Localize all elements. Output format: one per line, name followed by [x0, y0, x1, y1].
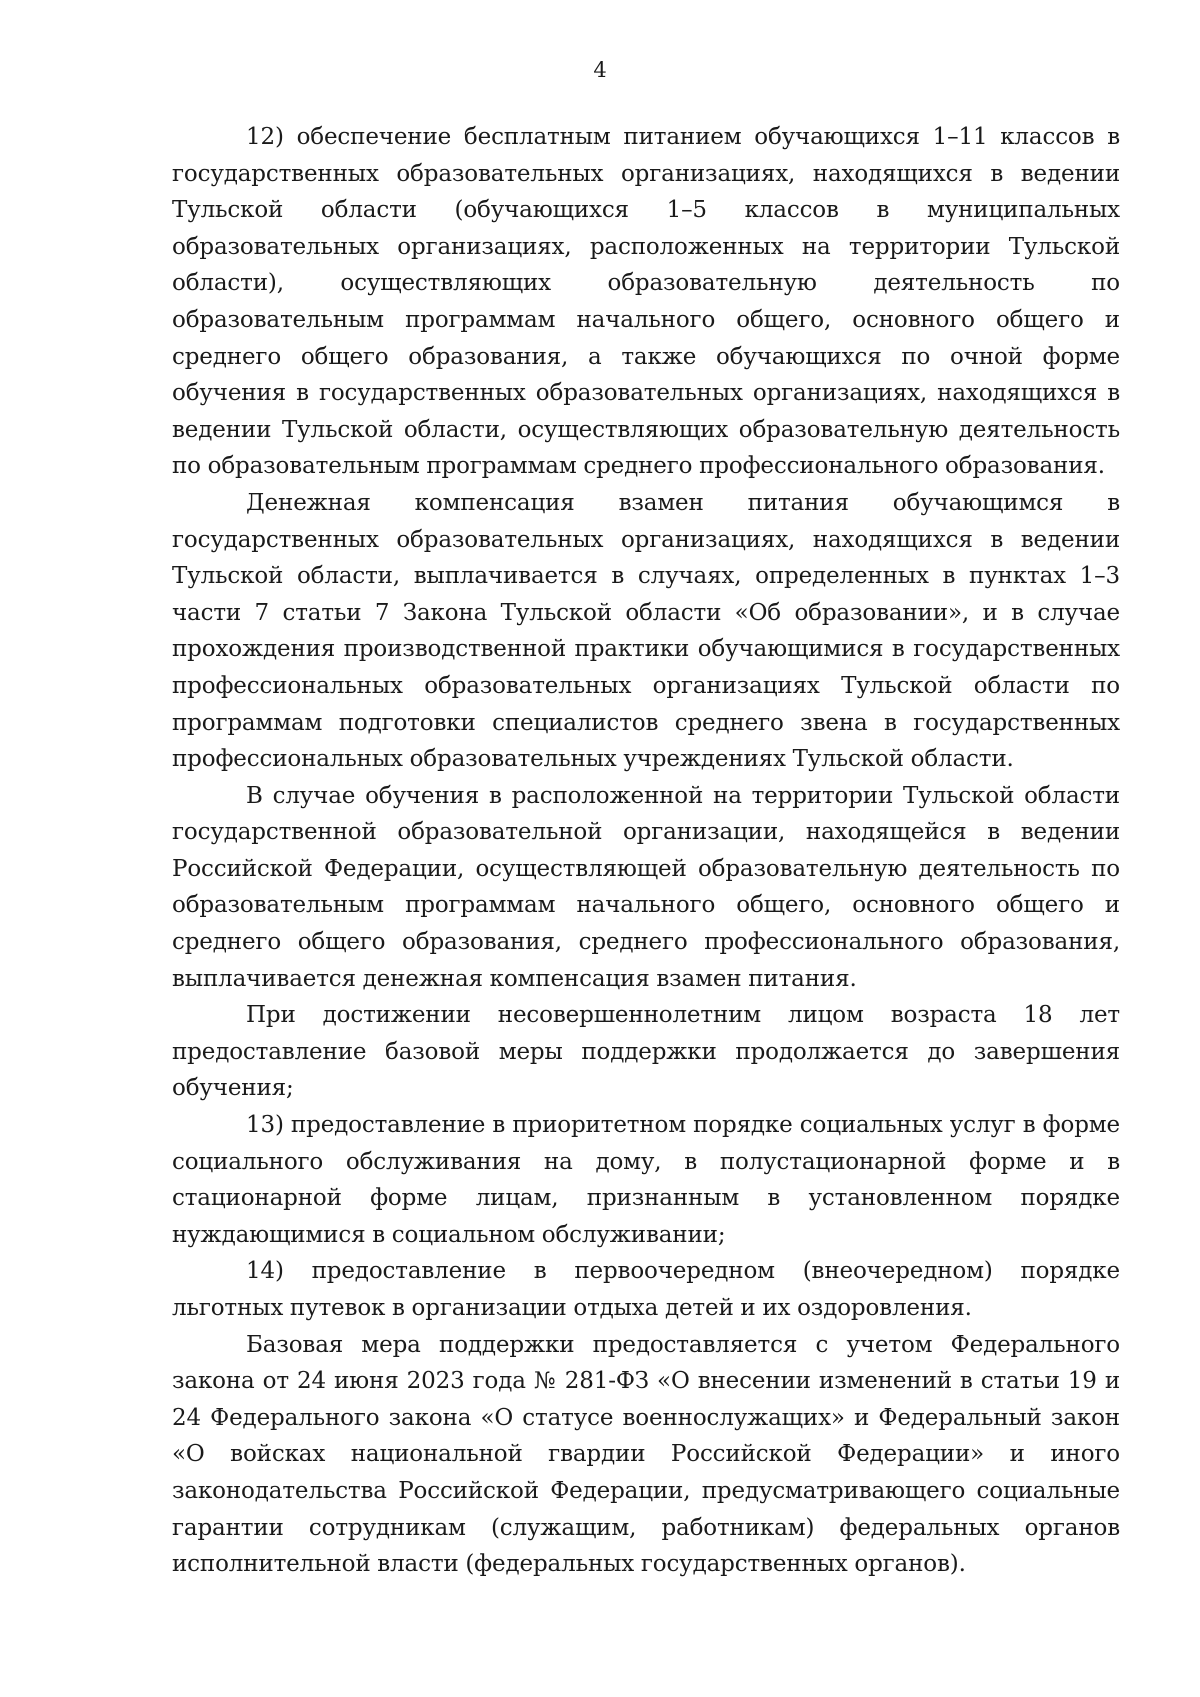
paragraph-food-compensation: Денежная компенсация взамен питания обучающимся в государственных образовательных организациях, находящихся в ведении Тульской области, выплачивается в случаях, определенных в пунктах 1–3 части 7 статьи 7 Закона Тульской области «Об образовании», и в случае прохождения производственной практики обучающимися в государственных профессиональных образовательных организациях Тульской области по программам подготовки специалистов среднего звена в государственных профессиональных образовательных учреждениях Тульской области.: [172, 489, 1120, 773]
page-number: 4: [593, 58, 607, 82]
paragraph-item-14: 14) предоставление в первоочередном (внеочередном) порядке льготных путевок в организации отдыха детей и их оздоровления.: [172, 1258, 1120, 1321]
document-body: [172, 119, 1120, 1583]
paragraph-age-18: При достижении несовершеннолетним лицом возраста 18 лет предоставление базовой меры поддержки продолжается до завершения обучения;: [172, 1002, 1120, 1102]
paragraph-item-12: 12) обеспечение бесплатным питанием обучающихся 1–11 классов в государственных образовательных организациях, находящихся в ведении Тульской области (обучающихся 1–5 классов в муниципальных образовательных организациях, расположенных на территории Тульской области), осуществляющих образовательную деятельность по образовательным программам начального общего, основного общего и среднего общего образования, а также обучающихся по очной форме обучения в государственных образовательных организациях, находящихся в ведении Тульской области, осуществляющих образовательную деятельность по образовательным программам среднего профессионального образования.: [172, 124, 1120, 480]
paragraph-federal-law: Базовая мера поддержки предоставляется с учетом Федерального закона от 24 июня 2023 года № 281-ФЗ «О внесении изменений в статьи 19 и 24 Федерального закона «О статусе военнослужащих» и Федеральный закон «О войсках национальной гвардии Российской Федерации» и иного законодательства Российской Федерации, предусматривающего социальные гарантии сотрудникам (служащим, работникам) федеральных органов исполнительной власти (федеральных государственных органов).: [172, 1331, 1120, 1578]
paragraph-item-13: 13) предоставление в приоритетном порядке социальных услуг в форме социального обслуживания на дому, в полустационарной форме и в стационарной форме лицам, признанным в установленном порядке нуждающимися в социальном обслуживании;: [172, 1112, 1120, 1248]
paragraph-federal-organization: В случае обучения в расположенной на территории Тульской области государственной образовательной организации, находящейся в ведении Российской Федерации, осуществляющей образовательную деятельность по образовательным программам начального общего, основного общего и среднего общего образования, среднего профессионального образования, выплачивается денежная компенсация взамен питания.: [172, 782, 1120, 992]
